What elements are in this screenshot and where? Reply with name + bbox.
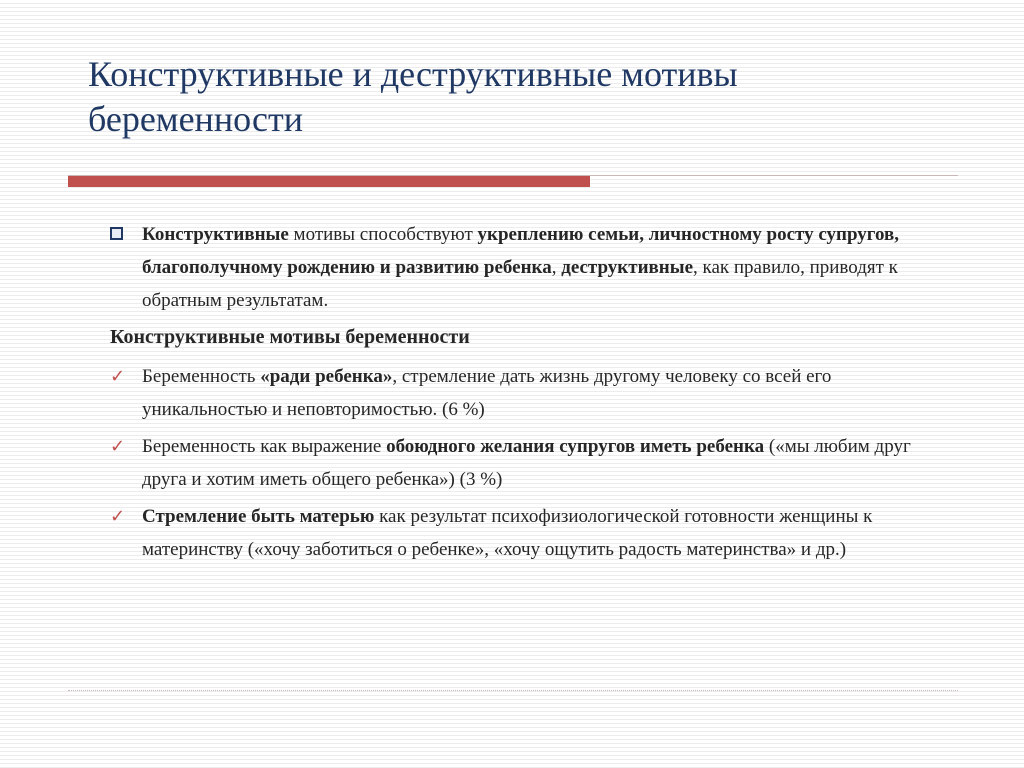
- intro-bold-constructive: Конструктивные: [142, 224, 289, 245]
- intro-text-1: мотивы способствуют: [288, 224, 478, 245]
- list-item-bold: Стремление быть матерью: [142, 506, 375, 527]
- checkmark-icon: ✓: [110, 366, 126, 387]
- slide-content: [110, 218, 960, 570]
- intro-text-2: ,: [551, 257, 562, 278]
- square-bullet-icon: [110, 227, 123, 240]
- checkmark-icon: ✓: [110, 506, 126, 527]
- list-item-text: («мы любим друг друга и хотим иметь общего ребенка») (3 %): [142, 436, 911, 490]
- list-item: [110, 430, 960, 496]
- footer-divider-line: [68, 690, 958, 691]
- title-accent-bar: [68, 176, 590, 187]
- list-item: [110, 360, 960, 426]
- intro-bold-effects: укреплению семьи, личностному росту супругов, благополучному рождению и развитию ребенка: [142, 224, 899, 278]
- list-item-text: Беременность: [142, 366, 261, 387]
- list-item-text: Беременность как выражение: [142, 436, 387, 457]
- intro-text-3: , как правило, приводят к обратным результатам.: [142, 257, 898, 311]
- list-item-text: как результат психофизиологической готовности женщины к материнству («хочу заботиться о ребенке», «хочу ощутить радость материнства» и др.): [142, 506, 873, 560]
- checkmark-icon: ✓: [110, 436, 126, 457]
- list-item: [110, 500, 960, 566]
- intro-paragraph: [110, 218, 960, 317]
- list-item-bold: «ради ребенка»: [260, 366, 393, 387]
- intro-bold-destructive: деструктивные: [561, 257, 694, 278]
- list-item-text: , стремление дать жизнь другому человеку со всей его уникальностью и неповторимостью. (6 %): [142, 366, 832, 420]
- list-item-bold: обоюдного желания супругов иметь ребенка: [386, 436, 765, 457]
- slide-title: Конструктивные и деструктивные мотивы беременности: [88, 54, 738, 139]
- subheading: Конструктивные мотивы беременности: [110, 326, 470, 348]
